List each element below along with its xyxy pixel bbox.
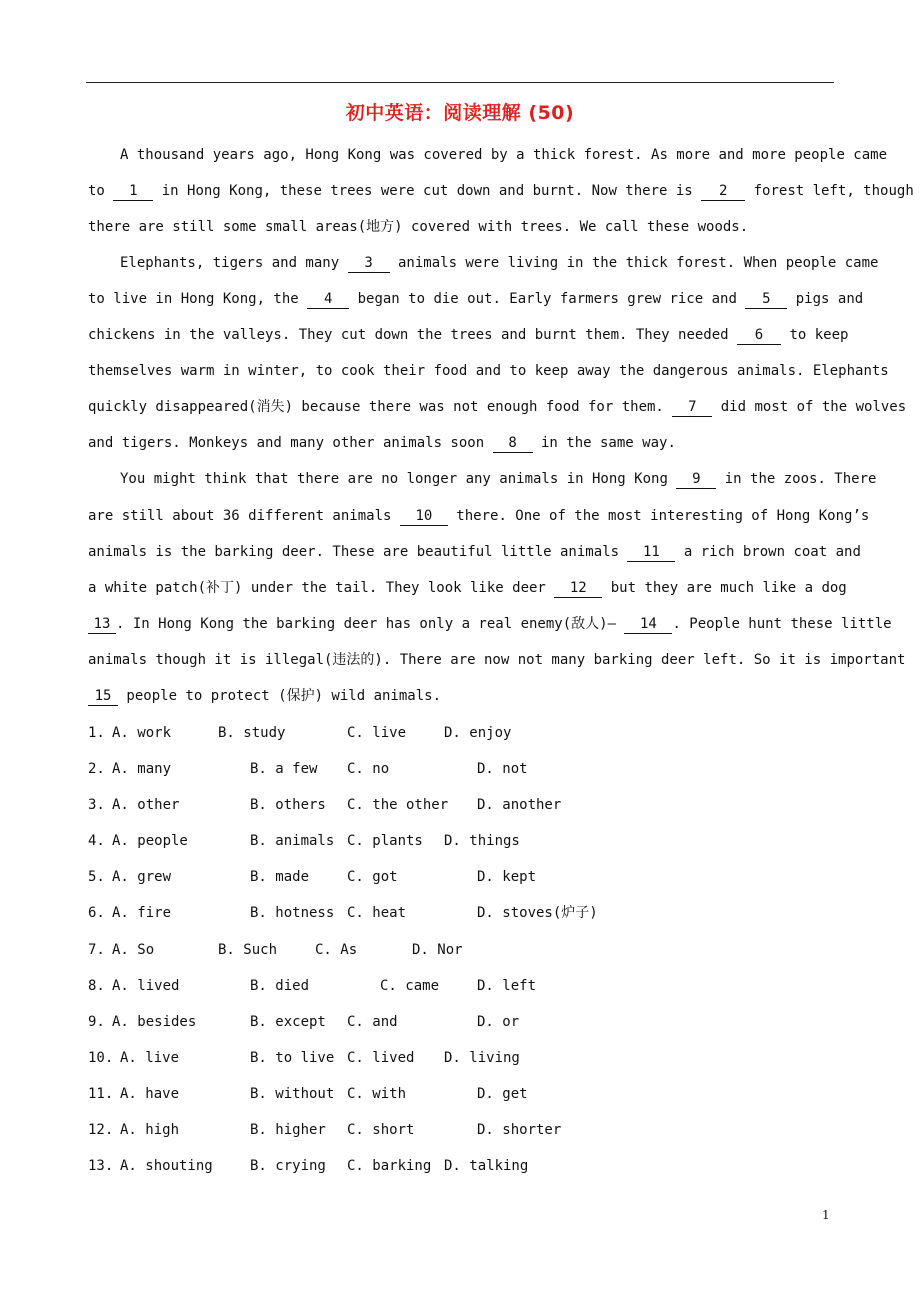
option-c[interactable]: C. and bbox=[347, 1014, 398, 1030]
question-number: 9. bbox=[88, 1014, 105, 1030]
option-d[interactable]: D. kept bbox=[477, 869, 537, 885]
blank-12[interactable]: 12 bbox=[554, 580, 602, 598]
option-a[interactable]: A. work bbox=[112, 725, 172, 741]
blank-2[interactable]: 2 bbox=[701, 183, 745, 201]
option-a[interactable]: A. fire bbox=[112, 905, 172, 921]
option-c[interactable]: C. no bbox=[347, 761, 390, 777]
option-b[interactable]: B. animals bbox=[250, 833, 335, 849]
passage-line: animals is the barking deer. These are beautiful little animals 11 a rich brown coat and bbox=[88, 544, 861, 560]
option-d[interactable]: D. left bbox=[477, 978, 537, 994]
option-a[interactable]: A. So bbox=[112, 942, 155, 958]
option-b[interactable]: B. hotness bbox=[250, 905, 335, 921]
option-a[interactable]: A. besides bbox=[112, 1014, 197, 1030]
option-a[interactable]: A. live bbox=[120, 1050, 180, 1066]
blank-8[interactable]: 8 bbox=[493, 435, 533, 453]
option-c[interactable]: C. the other bbox=[347, 797, 449, 813]
question-number: 2. bbox=[88, 761, 105, 777]
passage-line: there are still some small areas(地方) covered with trees. We call these woods. bbox=[88, 219, 749, 235]
passage-line: to live in Hong Kong, the 4 began to die out. Early farmers grew rice and 5 pigs and bbox=[88, 291, 864, 307]
option-d[interactable]: D. get bbox=[477, 1086, 528, 1102]
blank-1[interactable]: 1 bbox=[113, 183, 153, 201]
passage-line: chickens in the valleys. They cut down the trees and burnt them. They needed 6 to keep bbox=[88, 327, 849, 343]
option-c[interactable]: C. As bbox=[315, 942, 358, 958]
passage-line: and tigers. Monkeys and many other animals soon 8 in the same way. bbox=[88, 435, 676, 451]
option-c[interactable]: C. got bbox=[347, 869, 398, 885]
option-a[interactable]: A. high bbox=[120, 1122, 180, 1138]
option-b[interactable]: B. a few bbox=[250, 761, 318, 777]
question-number: 7. bbox=[88, 942, 105, 958]
blank-3[interactable]: 3 bbox=[348, 255, 390, 273]
blank-11[interactable]: 11 bbox=[627, 544, 675, 562]
question-number: 13. bbox=[88, 1158, 114, 1174]
question-number: 5. bbox=[88, 869, 105, 885]
option-b[interactable]: B. to live bbox=[250, 1050, 335, 1066]
option-b[interactable]: B. crying bbox=[250, 1158, 326, 1174]
option-b[interactable]: B. except bbox=[250, 1014, 326, 1030]
option-b[interactable]: B. Such bbox=[218, 942, 278, 958]
page-title: 初中英语：阅读理解 (50) bbox=[345, 102, 575, 124]
option-a[interactable]: A. shouting bbox=[120, 1158, 213, 1174]
question-number: 4. bbox=[88, 833, 105, 849]
blank-5[interactable]: 5 bbox=[745, 291, 787, 309]
option-c[interactable]: C. barking bbox=[347, 1158, 432, 1174]
question-number: 1. bbox=[88, 725, 105, 741]
option-d[interactable]: D. living bbox=[444, 1050, 520, 1066]
passage-line: are still about 36 different animals 10 there. One of the most interesting of Hong Kong’s bbox=[88, 508, 870, 524]
option-c[interactable]: C. heat bbox=[347, 905, 407, 921]
option-c[interactable]: C. plants bbox=[347, 833, 423, 849]
option-b[interactable]: B. study bbox=[218, 725, 286, 741]
option-c[interactable]: C. with bbox=[347, 1086, 407, 1102]
blank-14[interactable]: 14 bbox=[624, 616, 672, 634]
option-d[interactable]: D. or bbox=[477, 1014, 520, 1030]
option-d[interactable]: D. things bbox=[444, 833, 520, 849]
option-d[interactable]: D. not bbox=[477, 761, 528, 777]
option-a[interactable]: A. other bbox=[112, 797, 180, 813]
passage-line: quickly disappeared(消失) because there was not enough food for them. 7 did most of the wolves bbox=[88, 399, 907, 415]
passage-line: themselves warm in winter, to cook their food and to keep away the dangerous animals. Elephants bbox=[88, 363, 889, 379]
passage-line: animals though it is illegal(违法的). There are now not many barking deer left. So it is important bbox=[88, 652, 906, 668]
question-number: 10. bbox=[88, 1050, 114, 1066]
option-a[interactable]: A. lived bbox=[112, 978, 180, 994]
option-b[interactable]: B. higher bbox=[250, 1122, 326, 1138]
blank-9[interactable]: 9 bbox=[676, 471, 716, 489]
page-number: 1 bbox=[822, 1208, 830, 1222]
passage-line: 15 people to protect (保护) wild animals. bbox=[88, 686, 441, 706]
passage-line: You might think that there are no longer any animals in Hong Kong 9 in the zoos. There bbox=[120, 471, 877, 487]
header-rule bbox=[86, 82, 834, 83]
blank-4[interactable]: 4 bbox=[307, 291, 349, 309]
question-number: 8. bbox=[88, 978, 105, 994]
option-d[interactable]: D. shorter bbox=[477, 1122, 562, 1138]
blank-15[interactable]: 15 bbox=[88, 688, 118, 706]
option-d[interactable]: D. Nor bbox=[412, 942, 463, 958]
option-c[interactable]: C. live bbox=[347, 725, 407, 741]
option-c[interactable]: C. came bbox=[380, 978, 440, 994]
option-b[interactable]: B. without bbox=[250, 1086, 335, 1102]
passage-line: A thousand years ago, Hong Kong was covered by a thick forest. As more and more people came bbox=[120, 147, 888, 163]
question-number: 6. bbox=[88, 905, 105, 921]
question-number: 11. bbox=[88, 1086, 114, 1102]
blank-6[interactable]: 6 bbox=[737, 327, 781, 345]
option-c[interactable]: C. short bbox=[347, 1122, 415, 1138]
passage-line: to 1 in Hong Kong, these trees were cut down and burnt. Now there is 2 forest left, though bbox=[88, 183, 914, 199]
option-b[interactable]: B. died bbox=[250, 978, 310, 994]
option-d[interactable]: D. talking bbox=[444, 1158, 529, 1174]
question-number: 12. bbox=[88, 1122, 114, 1138]
option-d[interactable]: D. stoves(炉子) bbox=[477, 905, 598, 921]
option-c[interactable]: C. lived bbox=[347, 1050, 415, 1066]
passage-line: 13 . In Hong Kong the barking deer has only a real enemy(敌人)— 14 . People hunt these little bbox=[88, 614, 892, 634]
blank-7[interactable]: 7 bbox=[672, 399, 712, 417]
option-d[interactable]: D. enjoy bbox=[444, 725, 512, 741]
option-a[interactable]: A. people bbox=[112, 833, 188, 849]
option-a[interactable]: A. have bbox=[120, 1086, 180, 1102]
passage-line: a white patch(补丁) under the tail. They look like deer 12 but they are much like a dog bbox=[88, 580, 847, 596]
option-b[interactable]: B. made bbox=[250, 869, 310, 885]
option-d[interactable]: D. another bbox=[477, 797, 562, 813]
blank-10[interactable]: 10 bbox=[400, 508, 448, 526]
blank-13[interactable]: 13 bbox=[88, 616, 116, 634]
passage-line: Elephants, tigers and many 3 animals were living in the thick forest. When people came bbox=[120, 255, 879, 271]
option-a[interactable]: A. grew bbox=[112, 869, 172, 885]
option-a[interactable]: A. many bbox=[112, 761, 172, 777]
question-number: 3. bbox=[88, 797, 105, 813]
option-b[interactable]: B. others bbox=[250, 797, 326, 813]
